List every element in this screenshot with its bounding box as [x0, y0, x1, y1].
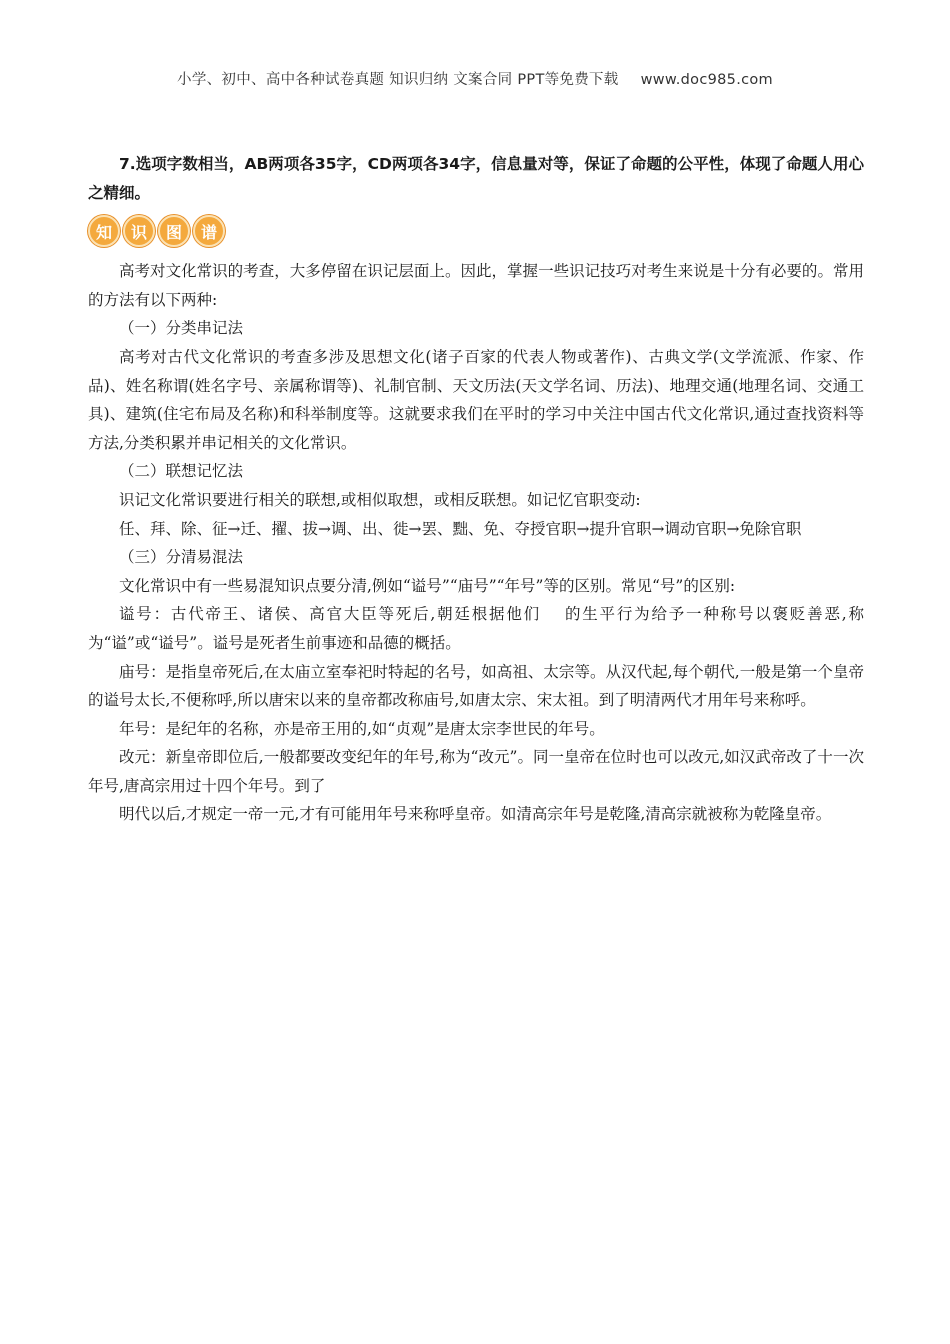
section-3-title: （三）分清易混法: [119, 548, 244, 567]
miaohao-paragraph: 庙号：是指皇帝死后,在太庙立室奉祀时特起的名号，如高祖、太宗等。从汉代起,每个朝代,一般是第一个皇帝的谥号太长,不便称呼,所以唐宋以来的皇帝都改称庙号,如唐太宗、宋太祖。到了明清两代才用年号来称呼。: [88, 662, 864, 710]
badge-char: 识: [123, 215, 155, 247]
badge-char: 图: [158, 215, 190, 247]
header-site-link[interactable]: www.doc985.com: [640, 72, 773, 88]
answer-item-7: 7.选项字数相当，AB两项各35字，CD两项各34字，信息量对等，保证了命题的公平性，体现了命题人用心之精细。: [88, 155, 864, 202]
section-2-body-2: 任、拜、除、征→迁、擢、拔→调、出、徙→罢、黜、免、夺授官职→提升官职→调动官职→免除官职: [119, 519, 802, 538]
badge-char: 知: [88, 215, 120, 247]
badge-char: 谱: [193, 215, 225, 247]
intro-paragraph: 高考对文化常识的考查，大多停留在识记层面上。因此，掌握一些识记技巧对考生来说是十分有必要的。常用的方法有以下两种:: [88, 262, 864, 309]
section-1-title: （一）分类串记法: [119, 319, 244, 338]
knowledge-map-badge: [88, 213, 864, 249]
mingdai-paragraph: 明代以后,才规定一帝一元,才有可能用年号来称呼皇帝。如清高宗年号是乾隆,清高宗就被称为乾隆皇帝。: [119, 805, 832, 824]
page-header: [0, 68, 950, 89]
gaiyuan-paragraph: 改元：新皇帝即位后,一般都要改变纪年的年号,称为“改元”。同一皇帝在位时也可以改元,如汉武帝改了十一次年号,唐高宗用过十四个年号。到了: [88, 748, 864, 795]
section-2-body-1: 识记文化常识要进行相关的联想,或相似取想，或相反联想。如记忆官职变动:: [119, 490, 641, 509]
shihao-paragraph: 谥号：古代帝王、诸侯、高官大臣等死后,朝廷根据他们 的生平行为给予一种称号以褒贬善恶,称为“谥”或“谥号”。谥号是死者生前事迹和品德的概括。: [88, 605, 864, 652]
nianhao-paragraph: 年号：是纪年的名称，亦是帝王用的,如“贞观”是唐太宗李世民的年号。: [119, 719, 605, 738]
header-text: 小学、初中、高中各种试卷真题 知识归纳 文案合同 PPT等免费下载: [177, 72, 619, 88]
document-body: [88, 150, 864, 829]
section-1-body: 高考对古代文化常识的考查多涉及思想文化(诸子百家的代表人物或著作)、古典文学(文学流派、作家、作品)、姓名称谓(姓名字号、亲属称谓等)、礼制官制、天文历法(天文学名词、历法)、地理交通(地理名词、交通工具)、建筑(住宅布局及名称)和科举制度等。这就要求我们在平时的学习中关注中国古代文化常识,通过查找资料等方法,分类积累并串记相关的文化常识。: [88, 347, 864, 452]
section-2-title: （二）联想记忆法: [119, 462, 244, 481]
section-3-body-1: 文化常识中有一些易混知识点要分清,例如“谥号”“庙号”“年号”等的区别。常见“号”的区别:: [119, 576, 736, 595]
